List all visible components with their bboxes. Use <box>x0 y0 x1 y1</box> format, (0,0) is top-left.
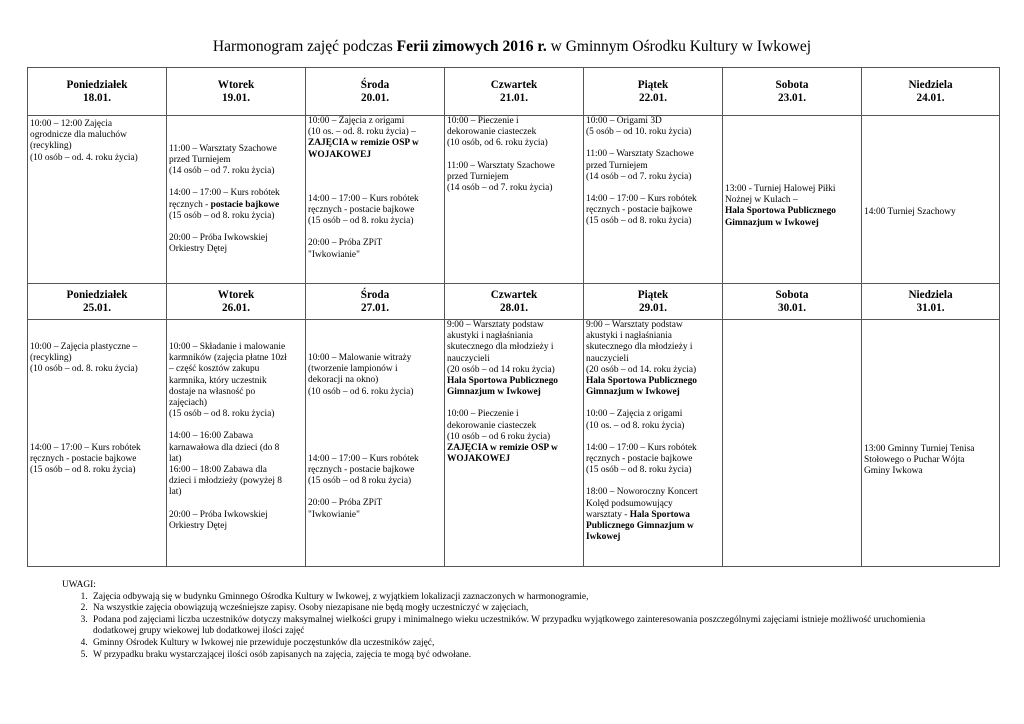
event-line: Gminy Iwkowa <box>864 466 923 477</box>
event-line: 20:00 – Próba Iwkowskiej <box>169 509 268 520</box>
day-header <box>306 284 445 320</box>
event-line: 13:00 Gminny Turniej Tenisa <box>864 444 975 454</box>
event-line: 14:00 – 17:00 – Kurs robótek <box>308 193 419 204</box>
event-line: karmników (zajęcia płatne 10zł <box>169 353 287 364</box>
event-line: lat) <box>169 453 182 464</box>
event-line: – część kosztów zakupu <box>169 364 260 375</box>
location-line: Gimnazjum w Iwkowej <box>447 387 541 398</box>
event-line: przed Turniejem <box>586 160 648 171</box>
event-line: ogrodnicze dla maluchów <box>30 130 127 141</box>
day-cell-tue-19 <box>167 116 306 284</box>
event-line: 10:00 – 12:00 Zajęcia <box>30 119 113 129</box>
event-line: lat) <box>169 487 182 498</box>
event-line: 9:00 – Warsztaty podstaw <box>586 320 683 330</box>
event-line: 18:00 – Noworoczny Koncert <box>586 487 698 498</box>
event-line: 14:00 – 17:00 – Kurs robótek <box>308 453 419 464</box>
event-line <box>586 510 720 521</box>
event-line: skutecznego dla młodzieży i <box>447 342 554 353</box>
day-date: 18.01. <box>83 91 111 104</box>
day-cell-fri-29 <box>584 320 723 567</box>
day-name: Niedziela <box>908 288 953 301</box>
location-line: WOJAKOWEJ <box>447 454 511 465</box>
note-item: 2. Na wszystkie zajęcia obowiązują wcześniejsze zapisy. Osoby niezapisane nie będą mogły uczestniczyć w zajęciach, <box>90 603 962 615</box>
notes-section <box>62 580 962 661</box>
event-line: 20:00 – Próba ZPiT <box>308 498 383 509</box>
location-line: Iwkowej <box>586 532 621 543</box>
location-line: WOJAKOWEJ <box>308 149 372 160</box>
event-line: 11:00 – Warsztaty Szachowe <box>447 160 555 171</box>
day-name: Poniedziałek <box>66 288 128 301</box>
day-name: Wtorek <box>217 288 255 301</box>
event-line: 10:00 – Pieczenie i <box>447 409 519 420</box>
event-line: (tworzenie lampionów i <box>308 364 398 375</box>
event-line: (10 osób, od 6. roku życia) <box>447 138 548 149</box>
day-header <box>167 284 306 320</box>
event-text: ręcznych - <box>169 199 211 210</box>
day-cell-sun-31 <box>862 320 1000 567</box>
event-line: ręcznych - postacie bajkowe <box>308 205 415 216</box>
note-item: 5. W przypadku braku wystarczającej ilości osób zapisanych na zajęcia, zajęcia te mogą być odwołane. <box>90 650 962 662</box>
notes-heading: UWAGI: <box>62 580 96 590</box>
event-line: dekorowanie ciasteczek <box>447 420 537 431</box>
event-line: 20:00 – Próba ZPiT <box>308 238 383 249</box>
event-line: 20:00 – Próba Iwkowskiej <box>169 232 268 243</box>
event-line: przed Turniejem <box>447 171 509 182</box>
event-line: "Iwkowianie" <box>308 509 360 520</box>
notes-list <box>62 592 962 662</box>
location-text: Hala Sportowa <box>629 509 690 520</box>
day-name: Czwartek <box>490 288 538 301</box>
event-line: skutecznego dla młodzieży i <box>586 342 693 353</box>
event-line: (15 osób – od 8. roku życia) <box>308 216 414 227</box>
event-line: Nożnej w Kulach – <box>725 195 798 206</box>
day-name: Środa <box>360 288 390 301</box>
location-line: Hala Sportowa Publicznego <box>447 376 558 387</box>
event-line: Orkiestry Dętej <box>169 520 228 531</box>
event-line: akustyki i nagłaśniania <box>586 331 672 342</box>
schedule-table <box>27 67 1000 567</box>
event-line: (15 osób – od 8. roku życia) <box>586 465 692 476</box>
day-name: Poniedziałek <box>66 78 128 91</box>
day-date: 21.01. <box>500 91 528 104</box>
day-header <box>445 284 584 320</box>
day-name: Niedziela <box>908 78 953 91</box>
event-line: 14:00 – 17:00 – Kurs robótek <box>586 442 697 453</box>
day-cell-thu-28 <box>445 320 584 567</box>
event-line: dostaje na własność po <box>169 386 256 397</box>
day-cell-wed-27 <box>306 320 445 567</box>
event-line: (20 osób – od 14 roku życia) <box>447 364 555 375</box>
event-line: Stołowego o Puchar Wójta <box>864 455 965 466</box>
day-date: 30.01. <box>778 301 806 314</box>
event-line: ręcznych - postacie bajkowe <box>586 454 693 465</box>
event-line: ręcznych - postacie bajkowe <box>308 465 415 476</box>
title-text: Harmonogram zajęć podczas <box>212 38 397 55</box>
event-line: karmnika, który uczestnik <box>169 375 267 386</box>
event-line: 14:00 – 17:00 – Kurs robótek <box>586 194 697 205</box>
event-line: zajęciach) <box>169 398 207 409</box>
day-date: 20.01. <box>361 91 389 104</box>
day-header <box>584 284 723 320</box>
event-text: warsztaty - <box>586 509 630 520</box>
event-line: (10 osób – od 6. roku życia) <box>308 386 414 397</box>
day-date: 23.01. <box>778 91 806 104</box>
event-line: (10 os. – od 8. roku życia) <box>586 420 685 431</box>
event-line: (recykling) <box>30 141 72 152</box>
event-line: (recykling) <box>30 353 72 364</box>
title-suffix-text: w Gminnym Ośrodku Kultury w Iwkowej <box>546 38 812 55</box>
day-header <box>584 68 723 116</box>
event-line: (10 osób – od. 8. roku życia) <box>30 364 138 375</box>
day-cell-mon-18 <box>28 116 167 284</box>
event-line: (10 osób – od. 4. roku życia) <box>30 152 138 163</box>
day-header <box>28 284 167 320</box>
day-name: Środa <box>360 78 390 91</box>
day-header <box>723 68 862 116</box>
event-line: 14:00 Turniej Szachowy <box>864 207 956 217</box>
day-header <box>723 284 862 320</box>
event-line: akustyki i nagłaśniania <box>447 331 533 342</box>
event-line: (15 osób – od 8 roku życia) <box>308 476 412 487</box>
day-date: 25.01. <box>83 301 111 314</box>
day-name: Sobota <box>775 78 809 91</box>
day-cell-sat-30 <box>723 320 862 567</box>
event-line: 9:00 – Warsztaty podstaw <box>447 320 544 330</box>
day-date: 26.01. <box>222 301 250 314</box>
week2-header-row <box>28 284 1000 320</box>
day-cell-fri-22 <box>584 116 723 284</box>
event-line: (15 osób – od 8. roku życia) <box>586 216 692 227</box>
day-header <box>862 284 1000 320</box>
location-line: ZAJĘCIA w remizie OSP w <box>447 443 558 454</box>
event-line: 10:00 – Zajęcia plastyczne – <box>30 342 138 352</box>
event-line: ręcznych - postacie bajkowe <box>30 453 137 464</box>
day-header <box>28 68 167 116</box>
location-line: Publicznego Gimnazjum w <box>586 521 694 532</box>
location-line: Gimnazjum w Iwkowej <box>586 387 680 398</box>
day-date: 29.01. <box>639 301 667 314</box>
event-line: dekoracji na okno) <box>308 375 379 386</box>
event-line: 13:00 - Turniej Halowej Piłki <box>725 184 836 194</box>
location-line: ZAJĘCIA w remizie OSP w <box>308 138 419 149</box>
week2-body-row <box>28 320 1000 567</box>
day-cell-mon-25 <box>28 320 167 567</box>
event-bold-text: postacie bajkowe <box>210 199 280 210</box>
day-date: 19.01. <box>222 91 250 104</box>
event-line: (5 osób – od 10. roku życia) <box>586 127 692 138</box>
day-cell-wed-20 <box>306 116 445 284</box>
day-cell-sat-23 <box>723 116 862 284</box>
event-line: dekorowanie ciasteczek <box>447 127 537 138</box>
event-line: Kolęd podsumowujący <box>586 498 673 509</box>
day-cell-tue-26 <box>167 320 306 567</box>
event-line: 11:00 – Warsztaty Szachowe <box>586 149 694 160</box>
event-line: 10:00 – Zajęcia z origami <box>586 409 683 420</box>
event-line: przed Turniejem <box>169 154 231 165</box>
event-line: (15 osób – od 8. roku życia) <box>30 465 136 476</box>
note-item: 3. Podana pod zajęciami liczba uczestników dotyczy maksymalnej wielkości grupy i minimalnego wieku uczestników. W przypadku wyjątkowego zainteresowania poszczególnymi zajęciami istnieje możliwość uruchomienia dodatkowej grupy wiekowej lub dodatkowej ilości zajęć <box>90 615 962 638</box>
event-line: 10:00 – Origami 3D <box>586 116 662 126</box>
location-line: Gimnazjum w Iwkowej <box>725 217 819 228</box>
note-item: 4. Gminny Ośrodek Kultury w Iwkowej nie przewiduje poczęstunków dla uczestników zajęć, <box>90 638 962 650</box>
event-line: (10 osób – od 6 roku życia) <box>447 431 551 442</box>
day-name: Czwartek <box>490 78 538 91</box>
event-line: ręcznych - postacie bajkowe <box>586 205 693 216</box>
event-line: (10 os. – od. 8. roku życia) – <box>308 127 416 138</box>
event-line: "Iwkowianie" <box>308 249 360 260</box>
event-line: 10:00 – Zajęcia z origami <box>308 116 405 126</box>
event-line: Orkiestry Dętej <box>169 244 228 255</box>
event-line: dzieci i młodzieży (powyżej 8 <box>169 476 282 487</box>
event-line: 14:00 – 17:00 – Kurs robótek <box>169 188 280 199</box>
location-line: Hala Sportowa Publicznego <box>725 206 836 217</box>
location-line: Hala Sportowa Publicznego <box>586 376 697 387</box>
event-line: 10:00 – Malowanie witraży <box>308 353 412 363</box>
day-date: 28.01. <box>500 301 528 314</box>
event-line <box>169 200 303 211</box>
note-item: 1. Zajęcia odbywają się w budynku Gminnego Ośrodka Kultury w Iwkowej, z wyjątkiem lokalizacji zaznaczonych w harmonogramie, <box>90 592 962 604</box>
event-line: 10:00 – Składanie i malowanie <box>169 342 286 352</box>
day-name: Piątek <box>637 288 669 301</box>
event-line: 11:00 – Warsztaty Szachowe <box>169 143 277 154</box>
event-line: 14:00 – 16:00 Zabawa <box>169 431 254 442</box>
event-line: (15 osób – od 8. roku życia) <box>169 210 275 221</box>
event-line: karnawałowa dla dzieci (do 8 <box>169 442 280 453</box>
day-header <box>167 68 306 116</box>
event-line: (14 osób – od 7. roku życia) <box>169 166 275 177</box>
day-date: 27.01. <box>361 301 389 314</box>
day-cell-thu-21 <box>445 116 584 284</box>
title-bold-text: Ferii zimowych 2016 r. <box>396 38 547 55</box>
event-line: 16:00 – 18:00 Zabawa dla <box>169 465 267 476</box>
week1-body-row <box>28 116 1000 284</box>
day-date: 22.01. <box>639 91 667 104</box>
event-line: nauczycieli <box>586 353 629 364</box>
day-header <box>445 68 584 116</box>
day-name: Wtorek <box>217 78 255 91</box>
event-line: (20 osób – od 14. roku życia) <box>586 364 697 375</box>
event-line: (14 osób – od 7. roku życia) <box>447 183 553 194</box>
event-line: (14 osób – od 7. roku życia) <box>586 171 692 182</box>
day-date: 24.01. <box>916 91 945 104</box>
week1-header-row <box>28 68 1000 116</box>
day-name: Sobota <box>775 288 809 301</box>
event-line: nauczycieli <box>447 353 490 364</box>
day-date: 31.01. <box>916 301 945 314</box>
event-line: 10:00 – Pieczenie i <box>447 116 519 126</box>
day-name: Piątek <box>637 78 669 91</box>
page-title <box>0 38 1024 56</box>
day-cell-sun-24 <box>862 116 1000 284</box>
event-line: 14:00 – 17:00 – Kurs robótek <box>30 442 141 453</box>
event-line: (15 osób – od 8. roku życia) <box>169 409 275 420</box>
day-header <box>306 68 445 116</box>
day-header <box>862 68 1000 116</box>
